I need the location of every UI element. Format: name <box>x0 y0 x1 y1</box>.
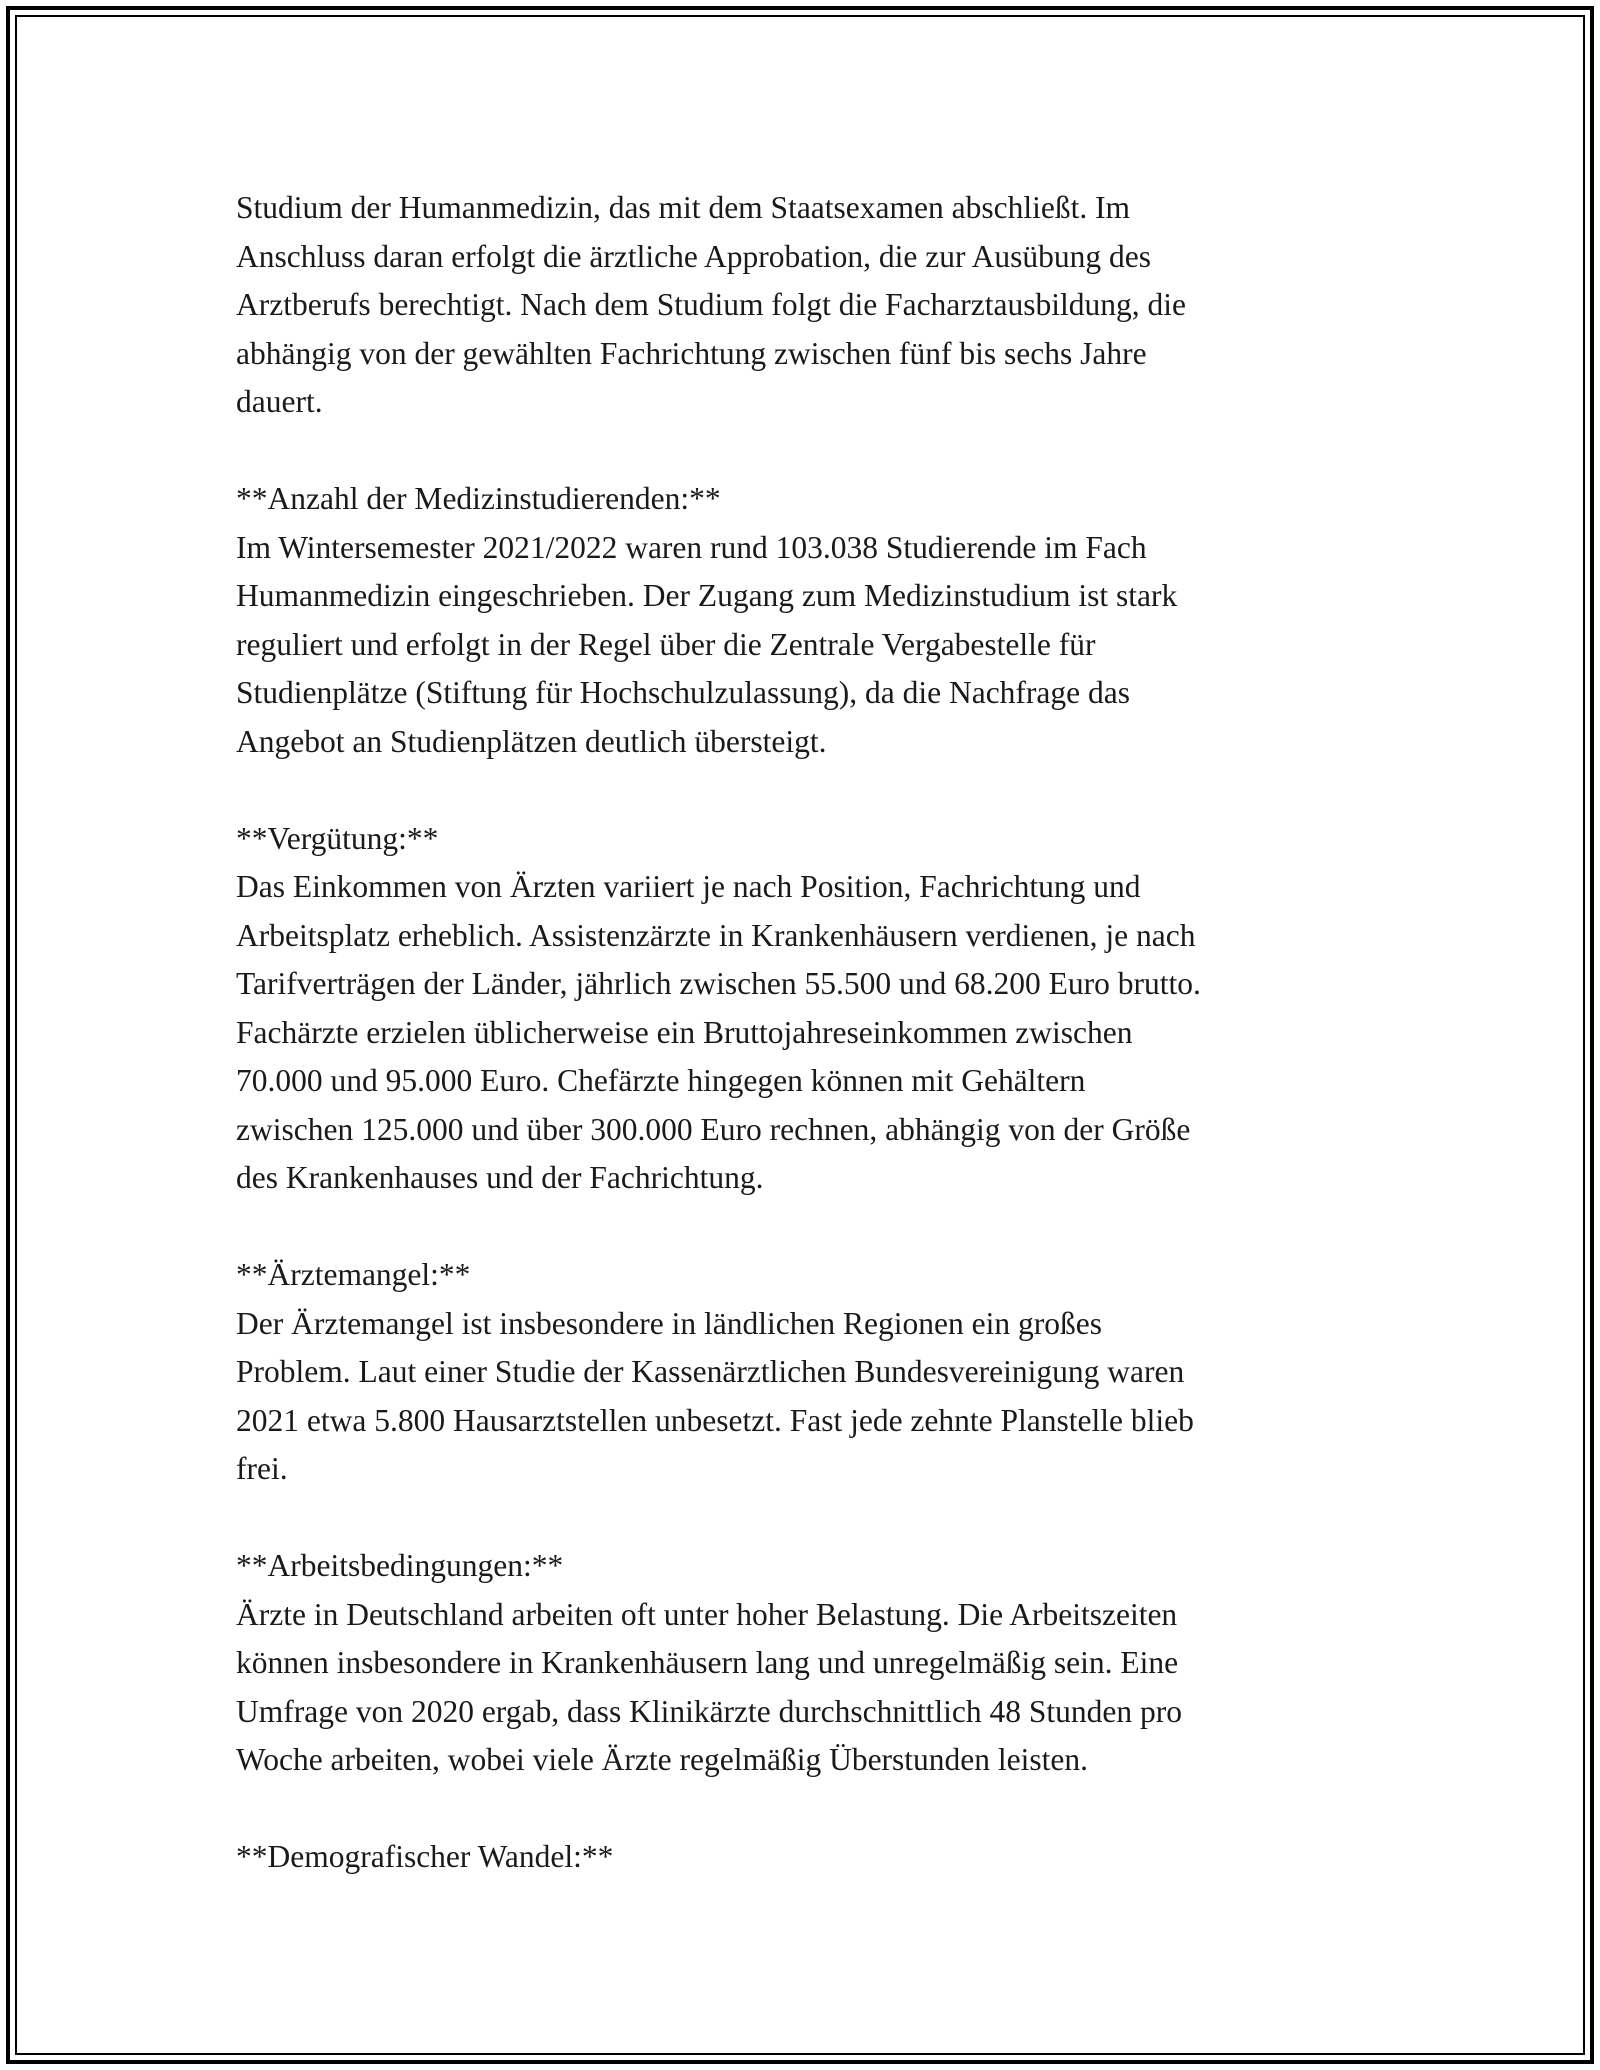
paragraph-compensation: **Vergütung:** Das Einkommen von Ärzten variiert je nach Position, Fachrichtung und Arbeitsplatz erheblich. Assistenzärzte in Krankenhäusern verdienen, je nach Tarifverträgen der Länder, jährlich zwischen 55.500 und 68.200 Euro brutto. Fachärzte erzielen üblicherweise ein Bruttojahreseinkommen zwischen 70.000 und 95.000 Euro. Chefärzte hingegen können mit Gehältern zwischen 125.000 und über 300.000 Euro rechnen, abhängig von der Größe des Krankenhauses und der Fachrichtung. <box>236 820 1201 1195</box>
paragraph-doctor-shortage: **Ärztemangel:** Der Ärztemangel ist insbesondere in ländlichen Regionen ein großes Problem. Laut einer Studie der Kassenärztlichen Bundesvereinigung waren 2021 etwa 5.800 Hausarztstellen unbesetzt. Fast jede zehnte Planstelle blieb frei. <box>236 1257 1194 1486</box>
paragraph-number-of-medical-students: **Anzahl der Medizinstudierenden:** Im Wintersemester 2021/2022 waren rund 103.038 Studierende im Fach Humanmedizin eingeschrieben. Der Zugang zum Medizinstudium ist stark reguliert und erfolgt in der Regel über die Zentrale Vergabestelle für Studienplätze (Stiftung für Hochschulzulassung), da die Nachfrage das Angebot an Studienplätzen deutlich übersteigt. <box>236 481 1178 759</box>
paragraph-working-conditions: **Arbeitsbedingungen:** Ärzte in Deutschland arbeiten oft unter hoher Belastung. Die Arbeitszeiten können insbesondere in Krankenhäusern lang und unregelmäßig sein. Eine Umfrage von 2020 ergab, dass Klinikärzte durchschnittlich 48 Stunden pro Woche arbeiten, wobei viele Ärzte regelmäßig Überstunden leisten. <box>236 1548 1182 1777</box>
paragraph-demographic-change-heading: **Demografischer Wandel:** <box>236 1839 614 1874</box>
document-body <box>236 184 1376 1930</box>
paragraph-medical-training: Studium der Humanmedizin, das mit dem Staatsexamen abschließt. Im Anschluss daran erfolgt die ärztliche Approbation, die zur Ausübung des Arztberufs berechtigt. Nach dem Studium folgt die Facharztausbildung, die abhängig von der gewählten Fachrichtung zwischen fünf bis sechs Jahre dauert. <box>236 190 1186 419</box>
